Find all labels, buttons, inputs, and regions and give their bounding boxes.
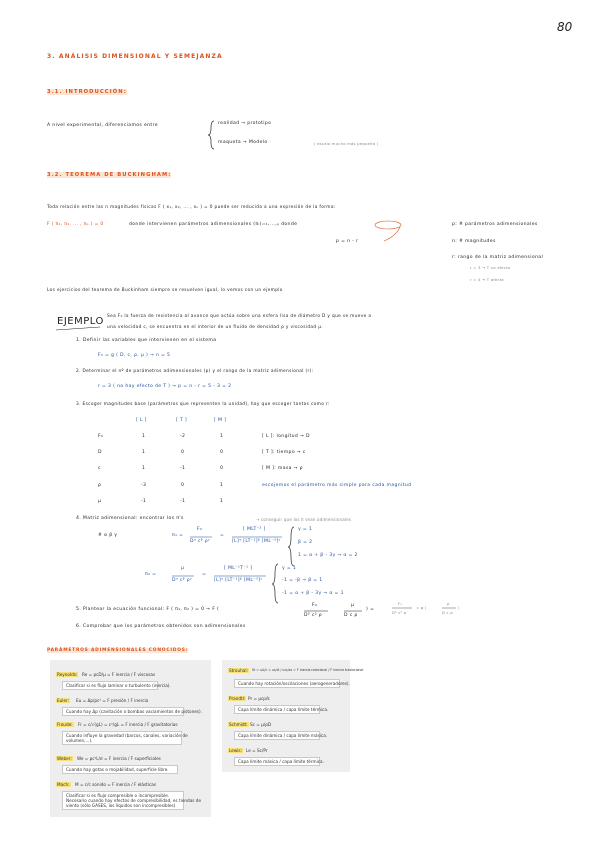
matrix-cell: 1 [142, 434, 146, 439]
param-desc-weber: Cuando hay gotas o mojabilidad, superficie libre. [62, 765, 178, 774]
base-mass: [ M ]: masa → ρ [262, 466, 303, 471]
def-n: n: # magnitudes [452, 239, 496, 244]
pi2-eq: = [202, 572, 207, 577]
pi2-lhs: π₂ = [145, 572, 157, 577]
matrix-cell: 1 [220, 483, 224, 488]
step-3: 3. Escoger magnitudes base (parámetros que representen la unidad), hay que escoger tantas como r: [76, 402, 330, 407]
matrix-cell: 1 [220, 499, 224, 504]
pi2-rnum: [ ML⁻¹T⁻¹ ] [224, 566, 253, 571]
def-p: p: # parámetros adimensionales [452, 222, 538, 227]
param-formula-lewis: Le = Sc/Pr [246, 748, 268, 753]
desc-line: Cuando influye la gravedad (barcos, canales, variación de [66, 733, 188, 738]
step-4-note: → conseguir que los π sean adimensionales [256, 517, 352, 522]
step-5: 5. Plantear la ecuación funcional: F ( π₁, π₂ ) = 0 → F ( [76, 607, 220, 612]
params-title: PARÁMETROS ADIMENSIONALES CONOCIDOS: [47, 648, 189, 653]
subsection-title-intro: 3.1. INTRODUCCIÓN: [47, 89, 127, 95]
step-2: 2. Determinar el nº de parámetros adimensionales (p) y el rango de la matriz adimensional (r): [76, 369, 314, 374]
intro-real: realidad → prototipo [218, 121, 272, 126]
pi2-den: Dᵅ cᵝ ρᵞ [172, 578, 193, 583]
pi2-sys-3: -1 = α + β - 3γ → α = 1 [282, 591, 344, 596]
matrix-var: D [98, 450, 102, 455]
subsection-title-buckingham: 3.2. TEOREMA DE BUCKINGHAM: [47, 172, 172, 178]
base-note: escojemos el parámetro más simple para cada magnitud [262, 483, 412, 488]
param-formula-mach: M = c/c sonido = F inercia / F elásticas [75, 782, 157, 787]
param-formula-froude: Fr = c/√(gL) = c²/gL = F inercia / F gravitatorias [78, 722, 178, 727]
pi1-eq: = [220, 533, 225, 538]
step-5-close: ) [458, 605, 460, 610]
pi1-rnum: [ MLT⁻² ] [243, 527, 266, 532]
step-6: 6. Comprobar que los parámetros obtenidos son adimensionales [76, 624, 246, 629]
param-desc-euler: Cuando hay Δp (cavitación o bombas vaciamientos de pistones). [62, 707, 184, 716]
matrix-header-L: [ L ] [136, 418, 147, 423]
hash-line: # α β γ [98, 533, 118, 538]
param-formula-prandtl: Pr = μcp/k [248, 696, 270, 701]
pi1-sys-3: 1 = α + β - 3γ → α = 2 [298, 553, 358, 558]
step-5-result-den: D² c² ρ [392, 610, 407, 615]
step-5-result-num: F₀ [398, 601, 403, 606]
matrix-cell: 1 [220, 434, 224, 439]
step-5-f2-num: μ [351, 603, 355, 608]
step-4: 4. Matriz adimensional: encontrar los π's [76, 516, 184, 521]
matrix-cell: 0 [220, 466, 224, 471]
step-1: 1. Definir las variables que intervienen en el sistema [76, 338, 217, 343]
step-5-f1-num: F₀ [312, 603, 318, 608]
def-r-note2: r = 4 → T afecta [470, 277, 504, 282]
param-desc-mach [62, 791, 202, 810]
matrix-cell: -1 [180, 499, 186, 504]
example-intro1: Sea F₀ la fuerza de resistencia al avance que actúa sobre una esfera lisa de diámetro D y que se mueve a [107, 314, 372, 319]
param-formula-weber: We = ρc²L/σ = F inercia / F superficiales [77, 756, 161, 761]
param-name-prandtl: Prandtl: [229, 696, 246, 701]
desc-line: Clasificar si es flujo compresible o incompresible. [66, 793, 170, 798]
buckingham-line1: Toda relación entre las n magnitudes físicas F ( x₁, x₂, ... , xₙ ) = 0 puede ser reducida a una expresión de la forma: [47, 205, 336, 210]
step-2-equation: r = 3 ( no hay efecto de T ) → p = n - r = 5 - 3 = 2 [98, 384, 232, 389]
param-desc-lewis: Capa límite másica / capa límite térmica. [234, 757, 320, 766]
intro-maqueta: maqueta → Modelo [218, 140, 268, 145]
param-formula-strouhal: St = ωL/c = ∂c/∂t / c∂c/∂x = F inercia rotacional / F inercia traslacional [252, 668, 364, 672]
intro-lead: A nivel experimental, diferenciamos entre [47, 123, 158, 128]
desc-line: viento (sólo GASES, los líquidos son incompresibles) [66, 803, 176, 808]
base-time: [ T ]: tiempo → c [262, 450, 306, 455]
buckingham-line3: Los ejercicios del teorema de Buckinham siempre se resuelven igual, lo vemos con un ejemplo [47, 288, 283, 293]
matrix-cell: 0 [181, 483, 185, 488]
step-5-phi-den: D c ρ [442, 610, 453, 615]
desc-line: Necesario cuando hay efectos de compresibilidad, es tiendas de [66, 798, 202, 803]
step-5-f2-den: D c ρ [344, 613, 358, 618]
pi1-sys-1: γ = 1 [298, 527, 313, 532]
param-desc-strouhal: Cuando hay rotación/oscilaciones (aerogeneradores). [234, 679, 340, 688]
def-r-note1: r = 3 → T no afecta [470, 265, 511, 270]
step-1-equation: F₀ = g ( D, c, ρ, μ ) → n = 5 [98, 353, 171, 358]
page-number: 80 [557, 20, 573, 34]
param-desc-reynolds: Clasificar si es flujo laminar o turbulento (inercia). [62, 681, 158, 690]
pi2-num: μ [181, 566, 185, 571]
param-name-euler: Euler: [57, 698, 70, 703]
matrix-cell: 1 [142, 450, 146, 455]
pi1-num: F₀ [197, 527, 203, 532]
matrix-cell: -1 [141, 499, 147, 504]
step-5-phi-num: μ [447, 601, 450, 606]
matrix-cell: 0 [220, 450, 224, 455]
matrix-var: μ [98, 499, 102, 504]
desc-line: volumen,...). [66, 738, 93, 743]
buckingham-formula: F ( π₁, π₂, ... , πₚ ) = 0 [47, 222, 104, 227]
param-name-strouhal: Strouhal: [229, 668, 248, 673]
def-r: r: rango de la matriz adimensional [452, 255, 544, 260]
param-name-weber: Weber: [57, 756, 72, 761]
param-name-lewis: Lewis: [229, 748, 243, 753]
param-formula-schmidt: Sc = μ/ρD [250, 722, 272, 727]
base-length: [ L ]: longitud → D [262, 434, 310, 439]
step-5-phi: = φ ( [416, 605, 427, 610]
param-desc-froude [62, 731, 188, 745]
matrix-var: ρ [98, 483, 102, 488]
step-5-end: ) = [366, 607, 375, 612]
params-card-right [222, 660, 350, 772]
matrix-var: c [98, 466, 101, 471]
matrix-cell: -3 [141, 483, 147, 488]
param-formula-euler: Eu = Δp/ρc² = F presión / F inercia [76, 698, 149, 703]
pi2-sys-2: -1 = -β → β = 1 [282, 578, 323, 583]
buckingham-line2: donde intervienen parámetros adimensionales (πᵢ)ᵢ₌₁,...,ₚ donde [129, 222, 298, 227]
matrix-cell: 1 [142, 466, 146, 471]
section-title: 3. ANÁLISIS DIMENSIONAL Y SEMEJANZA [47, 53, 223, 60]
matrix-header-T: [ T ] [176, 418, 188, 423]
matrix-var: F₀ [98, 434, 104, 439]
pi1-rden: [L]ᵅ [LT⁻¹]ᵝ [ML⁻³]ᵞ [232, 539, 281, 544]
matrix-cell: -2 [180, 434, 186, 439]
pi2-rden: [L]ᵅ [LT⁻¹]ᵝ [ML⁻³]ᵞ [214, 578, 263, 583]
matrix-header-M: [ M ] [214, 418, 227, 423]
pi1-sys-2: β = 2 [298, 540, 313, 545]
example-label: EJEMPLO [57, 316, 104, 327]
step-5-f1-den: D² c² ρ [304, 613, 323, 618]
pi1-den: Dᵅ cᵝ ρᵞ [190, 539, 211, 544]
param-name-reynolds: Reynolds: [57, 672, 78, 677]
param-desc-schmidt: Capa límite dinámica / capa límite másica. [234, 731, 320, 740]
param-name-mach: Mach: [57, 782, 70, 787]
pi2-sys-1: γ = 1 [282, 566, 297, 571]
param-name-schmidt: Schmidt: [229, 722, 248, 727]
p-equation: p = n - r [336, 239, 359, 244]
pi1-lhs: π₁ = [172, 533, 184, 538]
example-intro2: una velocidad c, se encuentra en el interior de un fluido de densidad ρ y viscosidad μ. [107, 325, 323, 330]
matrix-cell: 0 [181, 450, 185, 455]
matrix-cell: -1 [180, 466, 186, 471]
param-formula-reynolds: Re = ρcD/μ = F inercia / F viscosas [82, 672, 156, 677]
intro-note: ( escala mucho más pequeña ) [314, 141, 379, 146]
param-desc-prandtl: Capa límite dinámica / capa límite térmica. [234, 705, 320, 714]
param-name-froude: Froude: [57, 722, 73, 727]
